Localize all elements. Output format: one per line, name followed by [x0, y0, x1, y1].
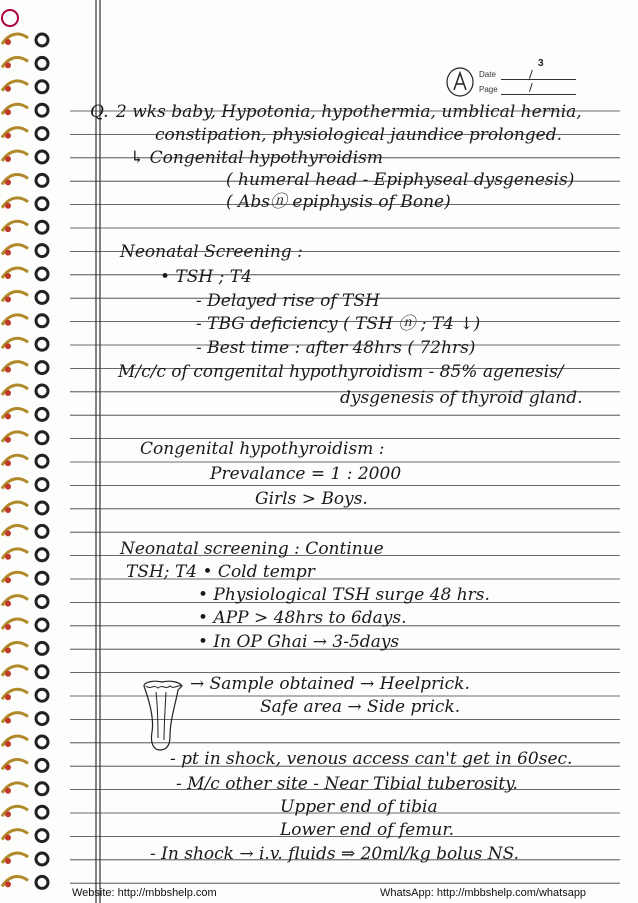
note-line-l27: - In shock → i.v. fluids ⇒ 20ml/kg bolus NS.	[150, 844, 520, 864]
note-line-l16: Neonatal screening : Continue	[120, 539, 384, 559]
note-line-l11: M/c/c of congenital hypothyroidism - 85% agenesis/	[118, 362, 564, 382]
footer-whatsapp: WhatsApp: http://mbbshelp.com/whatsapp	[380, 887, 587, 899]
note-line-l25: Upper end of tibia	[280, 797, 438, 817]
note-line-l18: • Physiological TSH surge 48 hrs.	[198, 585, 490, 605]
note-line-l4: ( humeral head - Epiphyseal dysgenesis)	[226, 170, 575, 190]
page-label: Page	[479, 85, 498, 94]
note-line-l5: ( Absⓝ epiphysis of Bone)	[226, 192, 451, 212]
publisher-logo-icon	[445, 66, 475, 98]
date-value: / /	[529, 68, 551, 94]
note-line-l1: 2 wks baby, Hypotonia, hypothermia, umblical hernia,	[116, 102, 582, 122]
note-line-l21: → Sample obtained → Heelprick.	[190, 674, 470, 694]
footer-website: Website: http://mbbshelp.com	[72, 887, 217, 899]
page-number: 3	[538, 58, 544, 69]
note-line-q-label: Q.	[90, 102, 109, 122]
heel-prick-diagram-icon	[140, 680, 186, 752]
note-line-l13: Congenital hypothyroidism :	[140, 439, 385, 459]
note-line-l2: constipation, physiological jaundice prolonged.	[155, 125, 562, 145]
note-line-l7: • TSH ; T4	[160, 267, 252, 287]
note-line-l6: Neonatal Screening :	[120, 242, 303, 262]
note-line-l20: • In OP Ghai → 3-5days	[198, 632, 400, 652]
note-line-l9: - TBG deficiency ( TSH ⓝ ; T4 ↓)	[196, 314, 481, 334]
note-line-l8: - Delayed rise of TSH	[196, 291, 380, 311]
note-line-l26: Lower end of femur.	[280, 820, 454, 840]
note-line-l14: Prevalance = 1 : 2000	[210, 464, 402, 484]
date-label: Date	[479, 70, 496, 79]
note-line-l17: TSH; T4 • Cold tempr	[126, 562, 315, 582]
note-line-l22: Safe area → Side prick.	[260, 697, 461, 717]
page-header-box	[445, 58, 580, 104]
note-line-l12: dysgenesis of thyroid gland.	[340, 388, 583, 408]
spiral-binding	[0, 0, 70, 903]
note-line-l3: ↳ Congenital hypothyroidism	[130, 148, 383, 168]
corner-logo	[0, 8, 28, 36]
note-line-l23: - pt in shock, venous access can't get in 60sec.	[170, 749, 573, 769]
note-line-l15: Girls > Boys.	[255, 489, 368, 509]
note-line-l10: - Best time : after 48hrs ( 72hrs)	[196, 338, 476, 358]
note-line-l19: • APP > 48hrs to 6days.	[198, 608, 407, 628]
note-line-l24: - M/c other site - Near Tibial tuberosity.	[176, 774, 518, 794]
